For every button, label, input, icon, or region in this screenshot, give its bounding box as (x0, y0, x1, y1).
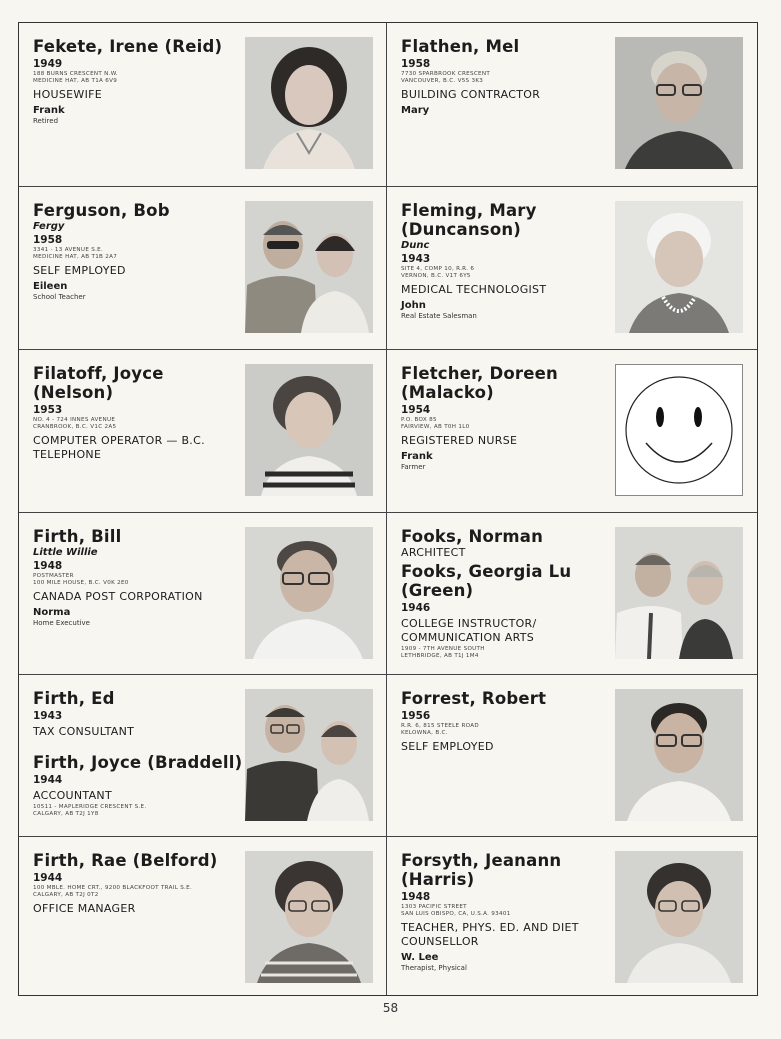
directory-grid (18, 22, 758, 996)
entry-occupation: COMPUTER OPERATOR — B.C. TELEPHONE (33, 434, 205, 461)
entry-address: 1909 - 7TH AVENUE SOUTH LETHBRIDGE, AB T1J 1M4 (401, 646, 485, 659)
entry-year: 1948 (401, 891, 431, 903)
entry-year: 1954 (401, 404, 431, 416)
entry-firth-rae (19, 837, 387, 995)
entry-occupation: SELF EMPLOYED (401, 740, 494, 753)
entry-address: NO. 4 - 724 INNES AVENUE CRANBROOK, B.C. V1C 2A5 (33, 417, 117, 430)
entry-spouse: Eileen (33, 281, 68, 292)
entry-year: 1948 (33, 560, 63, 572)
entry-name: Firth, Rae (Belford) (33, 851, 218, 870)
entry-year: 1956 (401, 710, 431, 722)
portrait-photo (245, 851, 373, 983)
portrait-photo (615, 689, 743, 821)
entry-spouse: Frank (33, 105, 65, 116)
entry-year-2: 1944 (33, 774, 63, 786)
entry-address: 100 MBLE. HOME CRT., 9200 BLACKFOOT TRAIL S.E. CALGARY, AB T2J 0T2 (33, 885, 193, 898)
entry-address: R.R. 6, 815 STEELE ROAD KELOWNA, B.C. (401, 723, 479, 736)
entry-occupation: HOUSEWIFE (33, 88, 103, 101)
entry-fletcher (387, 350, 757, 513)
entry-name: Filatoff, Joyce (Nelson) (33, 364, 164, 402)
entry-spouse: Frank (401, 451, 433, 462)
entry-spouse-occupation: Farmer (401, 463, 426, 471)
portrait-photo (245, 37, 373, 169)
entry-occupation: CANADA POST CORPORATION (33, 590, 203, 603)
entry-year: 1958 (401, 58, 431, 70)
entry-spouse-occupation: School Teacher (33, 293, 86, 301)
entry-occupation: TEACHER, PHYS. ED. AND DIET COUNSELLOR (401, 921, 579, 948)
portrait-photo (615, 201, 743, 333)
portrait-photo (245, 527, 373, 659)
entry-name: Ferguson, Bob (33, 201, 170, 220)
entry-nickname: Little Willie (33, 547, 98, 558)
couple-photo (615, 527, 743, 659)
entry-forrest (387, 675, 757, 837)
entry-occupation: ARCHITECT (401, 546, 466, 559)
entry-address: 7730 SPARBROOK CRESCENT VANCOUVER, B.C. V5S 3K3 (401, 71, 491, 84)
entry-flathen (387, 23, 757, 187)
entry-name: Firth, Bill (33, 527, 122, 546)
entry-occupation-2: ACCOUNTANT (33, 789, 112, 802)
entry-nickname: Fergy (33, 221, 65, 232)
entry-year-2: 1946 (401, 602, 431, 614)
entry-ferguson (19, 187, 387, 350)
entry-name: Flathen, Mel (401, 37, 520, 56)
entry-occupation: SELF EMPLOYED (33, 264, 126, 277)
entry-year: 1944 (33, 872, 63, 884)
portrait-photo (615, 37, 743, 169)
couple-photo (245, 201, 373, 333)
couple-photo (245, 689, 373, 821)
entry-occupation: TAX CONSULTANT (33, 725, 135, 738)
entry-address: POSTMASTER 100 MILE HOUSE, B.C. V0K 2E0 (33, 573, 129, 586)
portrait-photo (245, 364, 373, 496)
entry-occupation: MEDICAL TECHNOLOGIST (401, 283, 547, 296)
entry-address: P.O. BOX 85 FAIRVIEW, AB T0H 1L0 (401, 417, 470, 430)
entry-name: Fletcher, Doreen (Malacko) (401, 364, 558, 402)
entry-name-2: Firth, Joyce (Braddell) (33, 753, 243, 772)
entry-year: 1943 (33, 710, 63, 722)
entry-name: Forsyth, Jeanann (Harris) (401, 851, 562, 889)
entry-year: 1953 (33, 404, 63, 416)
smiley-face-placeholder (615, 364, 743, 496)
entry-forsyth (387, 837, 757, 995)
entry-spouse: Mary (401, 105, 430, 116)
entry-name-2: Fooks, Georgia Lu (Green) (401, 562, 572, 600)
entry-spouse: W. Lee (401, 952, 439, 963)
entry-firth-ed (19, 675, 387, 837)
entry-spouse-occupation: Home Executive (33, 619, 90, 627)
entry-spouse-occupation: Retired (33, 117, 59, 125)
entry-year: 1958 (33, 234, 63, 246)
entry-occupation-2: COLLEGE INSTRUCTOR/ COMMUNICATION ARTS (401, 617, 537, 644)
entry-occupation: OFFICE MANAGER (33, 902, 136, 915)
entry-year: 1943 (401, 253, 431, 265)
page-number: 58 (382, 1001, 399, 1015)
entry-name: Fooks, Norman (401, 527, 544, 546)
entry-address: SITE 4, COMP 10, R.R. 6 VERNON, B.C. V1T 6Y5 (401, 266, 475, 279)
entry-fooks (387, 513, 757, 675)
entry-name: Fleming, Mary (Duncanson) (401, 201, 537, 239)
entry-address: 3341 - 13 AVENUE S.E. MEDICINE HAT, AB T1B 2A7 (33, 247, 118, 260)
entry-address: 10511 - MAPLERIDGE CRESCENT S.E. CALGARY, AB T2J 1Y8 (33, 804, 147, 817)
entry-filatoff (19, 350, 387, 513)
entry-firth-bill (19, 513, 387, 675)
entry-spouse-occupation: Real Estate Salesman (401, 312, 477, 320)
entry-year: 1949 (33, 58, 63, 70)
entry-nickname: Dunc (401, 240, 430, 251)
entry-spouse: John (401, 300, 426, 311)
entry-spouse: Norma (33, 607, 71, 618)
entry-spouse-occupation: Therapist, Physical (401, 964, 467, 972)
entry-address: 188 BURNS CRESCENT N.W. MEDICINE HAT, AB T1A 6V9 (33, 71, 119, 84)
entry-occupation: REGISTERED NURSE (401, 434, 518, 447)
entry-address: 1303 PACIFIC STREET SAN LUIS OBISPO, CA, U.S.A. 93401 (401, 904, 511, 917)
entry-name: Forrest, Robert (401, 689, 547, 708)
portrait-photo (615, 851, 743, 983)
entry-fleming (387, 187, 757, 350)
entry-name: Fekete, Irene (Reid) (33, 37, 223, 56)
entry-occupation: BUILDING CONTRACTOR (401, 88, 541, 101)
entry-fekete (19, 23, 387, 187)
entry-name: Firth, Ed (33, 689, 115, 708)
